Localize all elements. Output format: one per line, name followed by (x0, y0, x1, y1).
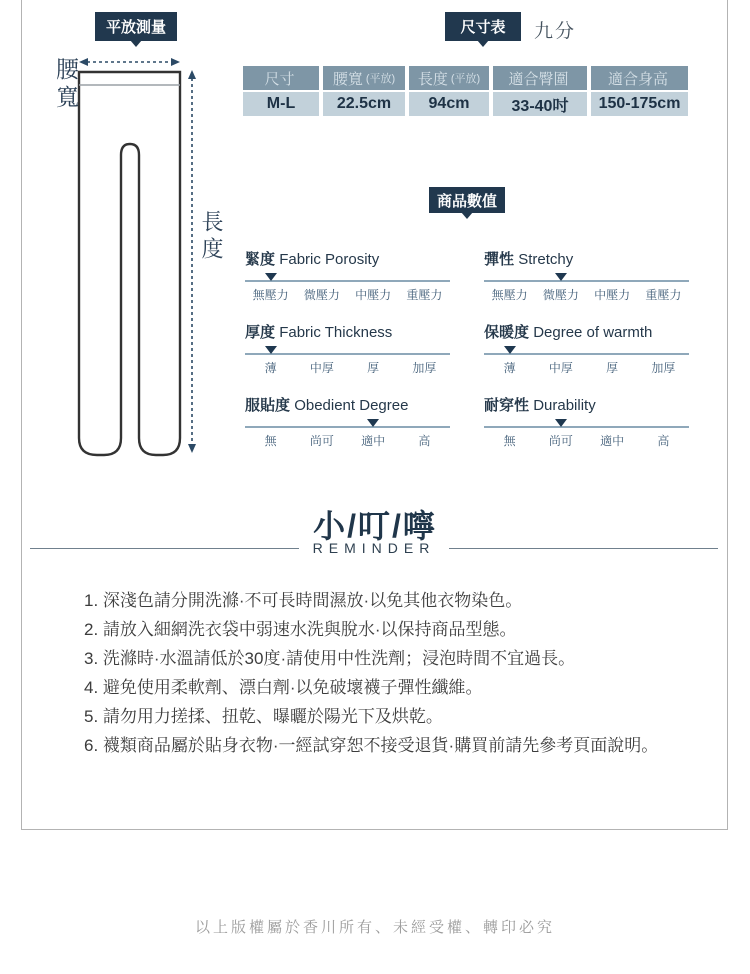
reminder-item: 2. 請放入細網洗衣袋中弱速水洗與脫水·以保持商品型態。 (84, 620, 517, 639)
meter-scale (245, 416, 450, 428)
product-meters (245, 248, 689, 454)
size-chart-note: 九分 (534, 21, 577, 42)
meter-line (245, 426, 450, 428)
meter-labels: 無 尚可 適中 高 (503, 434, 670, 448)
meter-marker (504, 346, 516, 354)
meter-marker (265, 273, 277, 281)
size-table-column (409, 66, 489, 116)
reminder-item: 5. 請勿用力搓揉、扭乾、曝曬於陽光下及烘乾。 (84, 707, 443, 726)
column-header: 適合身高 (591, 66, 688, 90)
reminder-item: 3. 洗滌時·水溫請低於30度·請使用中性洗劑；浸泡時間不宜過長。 (84, 649, 576, 668)
meter-scale (245, 270, 450, 282)
meter-title: 保暖度 Degree of warmth (484, 324, 653, 341)
size-table-column (493, 66, 587, 116)
size-table-column (323, 66, 405, 116)
flat-measure-badge (95, 12, 177, 41)
meter-stretchy (484, 248, 689, 308)
size-chart-label: 尺寸表 (460, 19, 506, 36)
meter-title: 彈性 Stretchy (484, 251, 574, 268)
column-header: 適合臀圍 (493, 66, 587, 90)
product-values-label: 商品數值 (436, 192, 497, 210)
meter-labels: 薄 中厚 厚 加厚 (264, 361, 437, 375)
reminder-subtitle: REMINDER (312, 540, 436, 556)
meter-labels: 無 尚可 適中 高 (264, 434, 431, 448)
tights-outline (79, 72, 180, 455)
meter-title: 服貼度 Obedient Degree (245, 397, 409, 414)
table-cell: 33-40吋 (493, 92, 587, 116)
waist-width-label: 腰寬 (53, 57, 79, 113)
copyright-text: 以上版權屬於香川所有、未經受權、轉印必究 (194, 919, 555, 936)
size-table-column (591, 66, 688, 116)
meter-title: 耐穿性 Durability (484, 397, 596, 414)
length-arrow-bottom-head (188, 444, 196, 453)
product-values-badge (429, 187, 505, 213)
reminder-title: 小/叮/嚀 (313, 508, 437, 544)
meter-labels: 無壓力 微壓力 中壓力 重壓力 (491, 288, 682, 302)
table-cell: 150-175cm (591, 92, 688, 116)
meter-fabric-porosity (245, 248, 450, 308)
width-arrow-left-head (79, 58, 88, 66)
meter-scale (484, 343, 689, 355)
column-header: 腰寬 (平放) (323, 66, 405, 90)
badge-pointer (461, 212, 473, 219)
length-label: 長度 (199, 210, 224, 264)
badge-pointer (130, 40, 142, 47)
reminder-item: 6. 襪類商品屬於貼身衣物·一經試穿恕不接受退貨·購買前請先參考頁面說明。 (84, 736, 659, 755)
meter-durability (484, 394, 689, 454)
meter-line (484, 280, 689, 282)
width-arrow-right-head (171, 58, 180, 66)
size-table (243, 66, 688, 116)
meter-marker (367, 419, 379, 427)
meter-title: 緊度 Fabric Porosity (245, 251, 380, 268)
meter-title: 厚度 Fabric Thickness (245, 324, 393, 341)
meter-scale (484, 416, 689, 428)
meter-fabric-thickness (245, 321, 450, 381)
size-table-column (243, 66, 319, 116)
table-cell: 22.5cm (323, 92, 405, 116)
reminder-list (84, 586, 684, 760)
table-cell: 94cm (409, 92, 489, 116)
divider-line (30, 548, 299, 549)
length-arrow-top-head (188, 70, 196, 79)
column-header: 長度 (平放) (409, 66, 489, 90)
table-cell: M-L (243, 92, 319, 116)
divider-line (449, 548, 718, 549)
reminder-item: 1. 深淺色請分開洗滌·不可長時間濕放·以免其他衣物染色。 (84, 591, 523, 610)
size-chart-badge (445, 12, 521, 41)
reminder-item: 4. 避免使用柔軟劑、漂白劑·以免破壞襪子彈性纖維。 (84, 678, 483, 697)
badge-pointer (477, 40, 489, 47)
flat-measure-label: 平放測量 (105, 19, 166, 36)
meter-marker (555, 419, 567, 427)
meter-marker (265, 346, 277, 354)
meter-obedient-degree (245, 394, 450, 454)
meter-line (484, 426, 689, 428)
reminder-subtitle-row (30, 540, 718, 556)
meter-scale (245, 343, 450, 355)
meter-labels: 無壓力 微壓力 中壓力 重壓力 (252, 288, 443, 302)
column-header: 尺寸 (243, 66, 319, 90)
meter-scale (484, 270, 689, 282)
meter-labels: 薄 中厚 厚 加厚 (503, 361, 676, 375)
meter-warmth (484, 321, 689, 381)
meter-marker (555, 273, 567, 281)
